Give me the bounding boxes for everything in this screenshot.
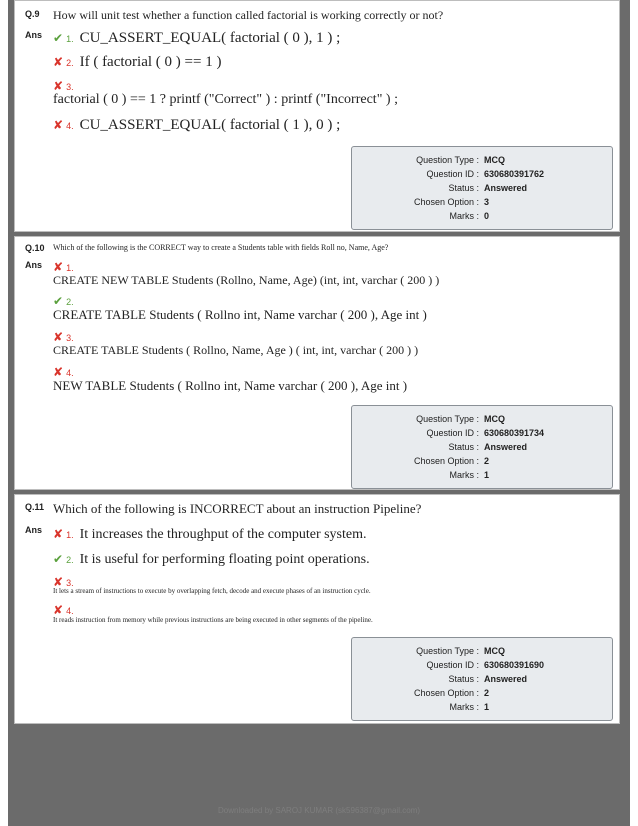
- cross-icon: ✘: [53, 527, 64, 541]
- option-1: [53, 525, 367, 543]
- check-icon: ✔: [53, 294, 64, 308]
- option-number: 1.: [66, 530, 74, 540]
- meta-question-id: Question ID : 630680391762: [426, 169, 545, 179]
- option-1-text: CREATE NEW TABLE Students (Rollno, Name, Age) (int, int, varchar ( 200 ) ): [53, 273, 440, 287]
- option-text: CU_ASSERT_EQUAL( factorial ( 0 ), 1 ) ;: [79, 30, 341, 46]
- download-footer: Downloaded by SAROJ KUMAR (sk596387@gmail.com): [218, 806, 420, 815]
- cross-icon: ✘: [53, 79, 64, 93]
- option-text: CU_ASSERT_EQUAL( factorial ( 1 ), 0 ) ;: [79, 117, 341, 133]
- question-number: Q.10: [25, 243, 45, 253]
- option-3-text: CREATE TABLE Students ( Rollno, Name, Age ) ( int, int, varchar ( 200 ) ): [53, 343, 419, 357]
- meta-question-type: Question Type : MCQ: [416, 646, 505, 656]
- option-text: It is useful for performing floating point operations.: [79, 552, 370, 567]
- option-4-text: It reads instruction from memory while previous instructions are being executed in other segments of the pipeline.: [53, 616, 373, 624]
- option-number: 1.: [66, 34, 74, 44]
- question-block-q10: [14, 236, 620, 490]
- option-text: It increases the throughput of the computer system.: [79, 527, 367, 542]
- answer-label: Ans: [25, 525, 43, 535]
- meta-question-type: Question Type : MCQ: [416, 414, 505, 424]
- meta-question-type: Question Type : MCQ: [416, 155, 505, 165]
- check-icon: ✔: [53, 31, 64, 45]
- question-text: How will unit test whether a function called factorial is working correctly or not?: [53, 8, 444, 22]
- question-number: Q.9: [25, 9, 40, 19]
- option-number: 2.: [66, 58, 74, 68]
- option-number: 3.: [66, 333, 74, 343]
- cross-icon: ✘: [53, 365, 64, 379]
- question-number: Q.11: [25, 502, 45, 512]
- meta-status: Status : Answered: [448, 674, 528, 684]
- option-4-text: NEW TABLE Students ( Rollno int, Name varchar ( 200 ), Age int ): [53, 378, 408, 393]
- question-text: Which of the following is the CORRECT way to create a Students table with fields Roll no, Name, Age?: [53, 243, 389, 252]
- meta-chosen-option: Chosen Option : 2: [413, 688, 490, 698]
- question-meta-panel: [351, 637, 613, 721]
- meta-status: Status : Answered: [448, 442, 528, 452]
- cross-icon: ✘: [53, 55, 64, 69]
- answer-label: Ans: [25, 260, 43, 270]
- option-2: [53, 550, 370, 568]
- meta-chosen-option: Chosen Option : 3: [413, 197, 490, 207]
- option-number: 4.: [66, 121, 74, 131]
- option-number: 1.: [66, 263, 74, 273]
- cross-icon: ✘: [53, 260, 64, 274]
- option-3-text: It lets a stream of instructions to execute by overlapping fetch, decode and execute phases of an instruction cycle.: [53, 587, 371, 595]
- meta-marks: Marks : 0: [449, 211, 490, 221]
- option-number: 4.: [66, 606, 74, 616]
- option-3-text: factorial ( 0 ) == 1 ? printf ("Correct" ) : printf ("Incorrect" ) ;: [53, 92, 398, 107]
- cross-icon: ✘: [53, 575, 64, 589]
- question-meta-panel: [351, 405, 613, 489]
- question-text: Which of the following is INCORRECT about an instruction Pipeline?: [53, 501, 422, 516]
- meta-question-id: Question ID : 630680391734: [426, 428, 545, 438]
- check-icon: ✔: [53, 552, 64, 566]
- option-2: [53, 53, 221, 71]
- question-block-q11: [14, 494, 620, 724]
- option-number: 3.: [66, 578, 74, 588]
- option-number: 3.: [66, 82, 74, 92]
- option-number: 2.: [66, 555, 74, 565]
- question-meta-panel: [351, 146, 613, 230]
- option-1: [53, 29, 340, 47]
- option-2-text: CREATE TABLE Students ( Rollno int, Name varchar ( 200 ), Age int ): [53, 307, 427, 322]
- cross-icon: ✘: [53, 603, 64, 617]
- question-block-q9: [14, 0, 620, 232]
- option-4: [53, 116, 340, 134]
- answer-label: Ans: [25, 30, 43, 40]
- option-text: If ( factorial ( 0 ) == 1 ): [79, 54, 222, 70]
- cross-icon: ✘: [53, 118, 64, 132]
- option-number: 4.: [66, 368, 74, 378]
- meta-question-id: Question ID : 630680391690: [426, 660, 545, 670]
- option-number: 2.: [66, 297, 74, 307]
- meta-chosen-option: Chosen Option : 2: [413, 456, 490, 466]
- cross-icon: ✘: [53, 330, 64, 344]
- meta-status: Status : Answered: [448, 183, 528, 193]
- meta-marks: Marks : 1: [449, 470, 490, 480]
- meta-marks: Marks : 1: [449, 702, 490, 712]
